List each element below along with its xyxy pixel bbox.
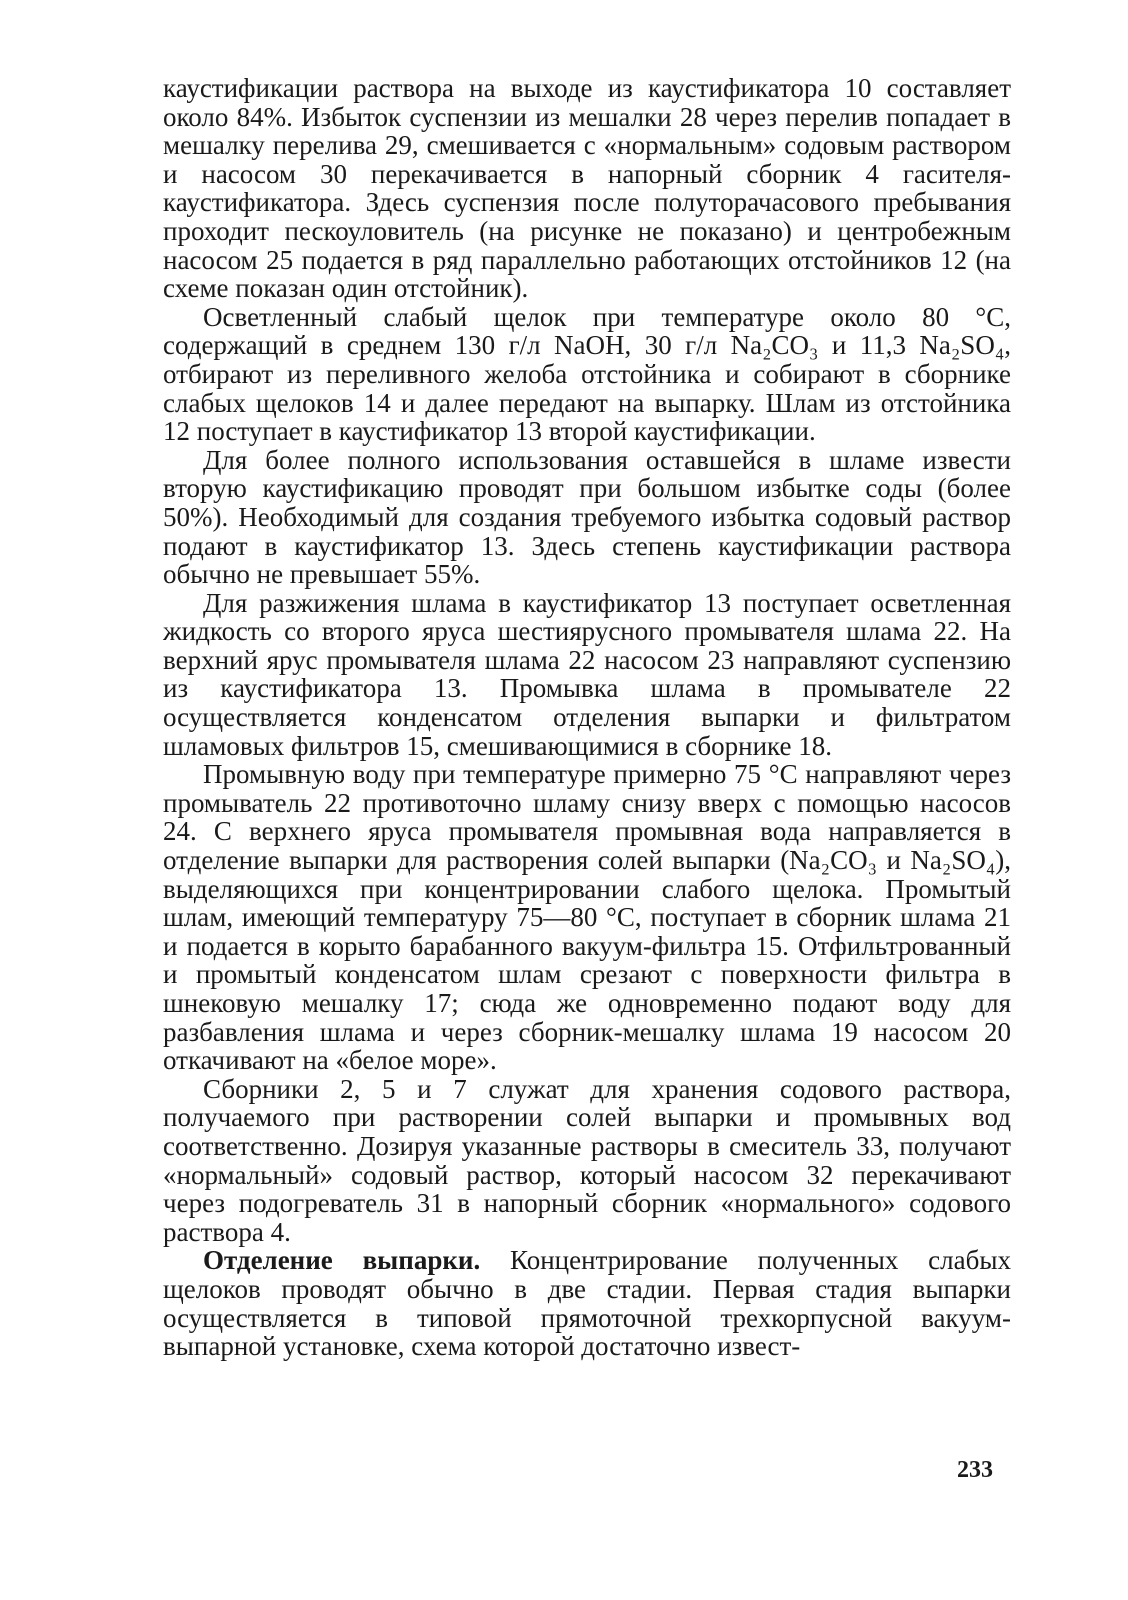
paragraph-6: Сборники 2, 5 и 7 служат для хранения содового раствора, получаемого при растворении солей выпарки и промывных вод соответственно. Дозируя указанные растворы в смеситель 33, получают «нормальный» содовый раствор, который насосом 32 перекачивают через подогреватель 31 в напорный сборник «нормального» содового раствора 4.	[163, 1073, 1011, 1247]
paragraph-1: каустификации раствора на выходе из каустификатора 10 составляет около 84%. Избыток суспензии из мешалки 28 через перелив попадает в мешалку перелива 29, смешивается с «нормальным» содовым раствором и насосом 30 перекачивается в напорный сборник 4 гасителя-каустификатора. Здесь суспензия после полуторачасового пребывания проходит пескоуловитель (на рисунке не показано) и центробежным насосом 25 подается в ряд параллельно работающих отстойников 12 (на схеме показан один отстойник).	[163, 73, 1011, 304]
section-heading: Отделение выпарки.	[203, 1245, 481, 1276]
paragraph-5: Промывную воду при температуре примерно 75 °С направляют через промыватель 22 противоточно шламу снизу вверх с помощью насосов 24. С верхнего яруса промывателя промывная вода направляется в отделение выпарки для растворения солей выпарки (Na₂CO₃ и Na₂SO₄), выделяющихся при концентрировании слабого щелока. Промытый шлам, имеющий температуру 75—80 °С, поступает в сборник шлама 21 и подается в корыто барабанного вакуум-фильтра 15. Отфильтрованный и промытый конденсатом шлам срезают с поверхности фильтра в шнековую мешалку 17; сюда же одновременно подают воду для разбавления шлама и через сборник-мешалку шлама 19 насосом 20 откачивают на «белое море».	[163, 759, 1011, 1076]
page-number: 233	[957, 1457, 993, 1483]
paragraph-4: Для разжижения шлама в каустификатор 13 поступает осветленная жидкость со второго яруса шестиярусного промывателя шлама 22. На верхний ярус промывателя шлама 22 насосом 23 направляют суспензию из каустификатора 13. Промывка шлама в промывателе 22 осуществляется конденсатом отделения выпарки и фильтратом шламовых фильтров 15, смешивающимися в сборнике 18.	[163, 587, 1011, 761]
paragraph-7-text: Концентрирование полученных слабых щелоков проводят обычно в две стадии. Первая стадия выпарки осуществляется в типовой прямоточной трехкорпусной вакуум-выпарной установке, схема которой достаточно извест-	[163, 1245, 1011, 1362]
paragraph-3: Для более полного использования оставшейся в шламе извести вторую каустификацию проводят при большом избытке соды (более 50%). Необходимый для создания требуемого избытка содовый раствор подают в каустификатор 13. Здесь степень каустификации раствора обычно не превышает 55%.	[163, 444, 1011, 590]
paragraph-2: Осветленный слабый щелок при температуре около 80 °С, содержащий в среднем 130 г/л NaOH, 30 г/л Na₂CO₃ и 11,3 Na₂SO₄, отбирают из переливного желоба отстойника и собирают в сборнике слабых щелоков 14 и далее передают на выпарку. Шлам из отстойника 12 поступает в каустификатор 13 второй каустификации.	[163, 301, 1011, 447]
paragraph-7	[163, 1246, 1011, 1360]
body-text	[163, 74, 1011, 1361]
